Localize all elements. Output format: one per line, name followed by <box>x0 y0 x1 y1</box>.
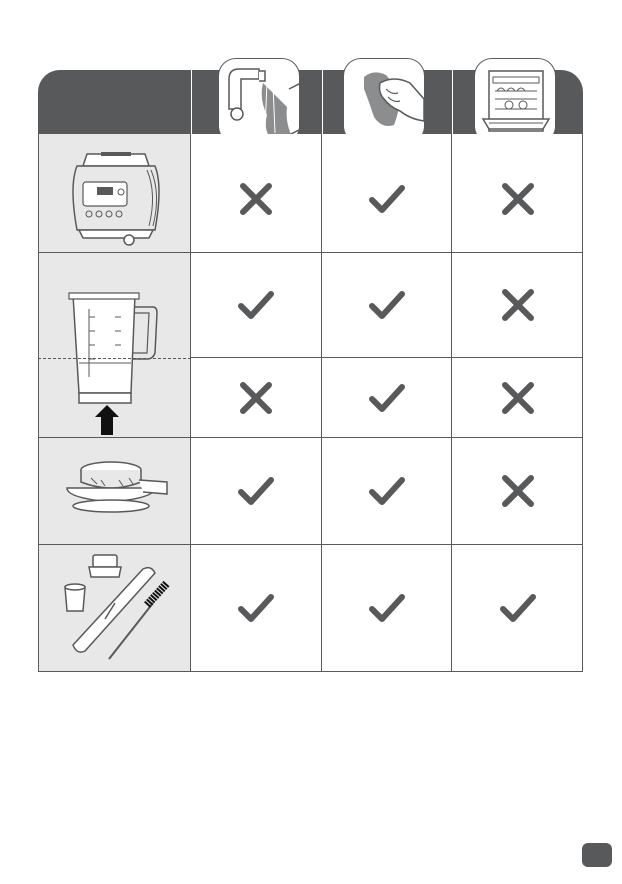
part-cell-blade <box>38 438 191 545</box>
cross-icon <box>500 473 536 509</box>
cross-icon <box>238 181 274 217</box>
check-icon <box>369 380 405 416</box>
cloth-wipe-icon <box>343 58 425 144</box>
cross-icon <box>238 380 274 416</box>
blender-jug-icon <box>39 253 192 438</box>
check-icon <box>500 590 536 626</box>
running-water-rinse-icon <box>218 58 300 144</box>
blender-base-icon <box>39 134 192 253</box>
check-icon <box>369 181 405 217</box>
header-divider <box>191 70 192 134</box>
page-number-badge <box>582 843 612 867</box>
blade-assembly-icon <box>39 438 192 545</box>
cross-icon <box>500 181 536 217</box>
part-cell-jug <box>38 253 191 438</box>
check-icon <box>369 287 405 323</box>
part-cell-base <box>38 134 191 253</box>
dashed-divider <box>38 358 191 359</box>
part-cell-accessories <box>38 545 191 672</box>
header-divider <box>452 70 453 134</box>
accessories-icon <box>39 545 192 672</box>
dishwasher-icon <box>474 58 556 144</box>
cleaning-table <box>38 70 583 672</box>
check-icon <box>238 287 274 323</box>
check-icon <box>238 473 274 509</box>
check-icon <box>369 473 405 509</box>
cross-icon <box>500 380 536 416</box>
check-icon <box>369 590 405 626</box>
check-icon <box>238 590 274 626</box>
cross-icon <box>500 287 536 323</box>
header-divider <box>322 70 323 134</box>
